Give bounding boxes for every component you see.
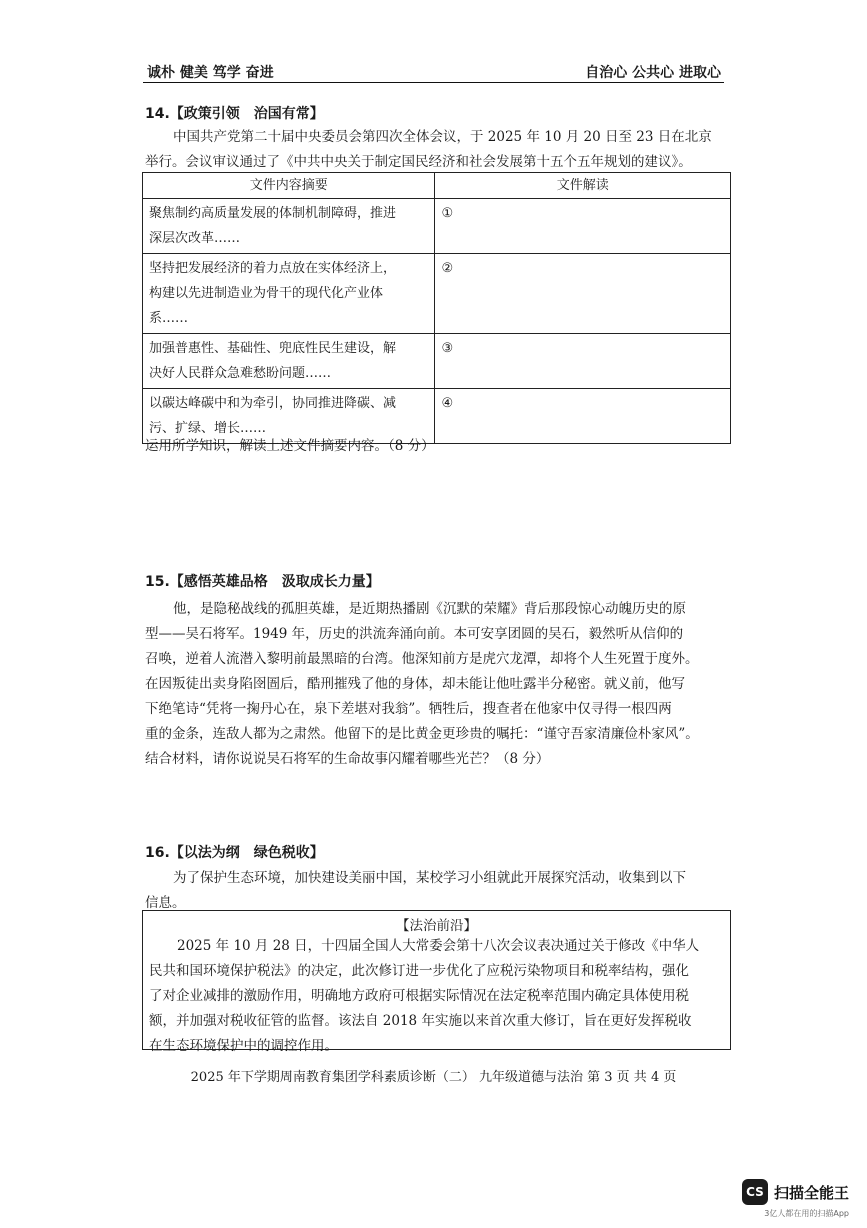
summary-line: 深层次改革…… [149, 231, 241, 246]
table-cell-summary [143, 199, 435, 254]
summary-line: 加强普惠性、基础性、兜底性民生建设，解 [149, 341, 397, 356]
law-frontier-box [142, 910, 731, 1054]
header-right: 自治心 公共心 进取心 [585, 65, 721, 81]
q14-table [142, 172, 731, 444]
q15-title: 15.【感悟英雄品格 汲取成长力量】 [145, 574, 380, 590]
q14-intro-line: 中国共产党第二十届中央委员会第四次全体会议，于 2025 年 10 月 20 日至 23 日在北京 [173, 129, 712, 145]
q14-intro [145, 125, 727, 175]
table-cell-answer: ④ [435, 389, 731, 444]
summary-line: 坚持把发展经济的着力点放在实体经济上， [149, 261, 397, 276]
q15-body [145, 597, 727, 772]
summary-line: 聚焦制约高质量发展的体制机制障碍，推进 [149, 206, 397, 221]
q15-question: 结合材料，请你说说吴石将军的生命故事闪耀着哪些光芒？（8 分） [145, 751, 550, 767]
q15-line: 型——吴石将军。1949 年，历史的洪流奔涌向前。本可安享团圆的吴石，毅然听从信仰的 [145, 626, 684, 642]
scanner-watermark [742, 1179, 849, 1205]
law-frontier-title: 【法治前沿】 [396, 918, 477, 934]
q15-line: 下绝笔诗“凭将一掬丹心在，泉下差堪对我翁”。牺牲后，搜查者在他家中仅寻得一根四两 [145, 701, 672, 717]
law-line: 额，并加强对税收征管的监督。该法自 2018 年实施以来首次重大修订，旨在更好发挥税收 [149, 1013, 692, 1029]
q16-intro [145, 866, 727, 916]
page-footer: 2025 年下学期周南教育集团学科素质诊断（二） 九年级道德与法治 第 3 页 共 4 页 [190, 1070, 677, 1085]
q16-title: 16.【以法为纲 绿色税收】 [145, 845, 324, 861]
law-frontier-body [143, 934, 730, 1059]
table-cell-summary [143, 254, 435, 334]
table-cell-answer: ① [435, 199, 731, 254]
table-cell-answer: ② [435, 254, 731, 334]
table-cell-answer: ③ [435, 334, 731, 389]
watermark-name: 扫描全能王 [773, 1183, 849, 1202]
header-left: 诚朴 健美 笃学 奋进 [147, 65, 274, 81]
q15-line: 召唤，逆着人流潜入黎明前最黑暗的台湾。他深知前方是虎穴龙潭，却将个人生死置于度外。 [145, 651, 699, 667]
summary-line: 决好人民群众急难愁盼问题…… [149, 366, 332, 381]
q15-line: 在因叛徒出卖身陷囹圄后，酷刑摧残了他的身体，却未能让他吐露半分秘密。就义前，他写 [145, 676, 685, 692]
q16-intro-line: 信息。 [145, 895, 186, 911]
law-line: 在生态环境保护中的调控作用。 [149, 1038, 338, 1054]
summary-line: 污、扩绿、增长…… [149, 421, 267, 436]
q14-question: 运用所学知识，解读上述文件摘要内容。（8 分） [145, 438, 435, 454]
q14-title: 14.【政策引领 治国有常】 [145, 106, 324, 122]
table-header-interpretation: 文件解读 [435, 173, 731, 199]
law-line: 民共和国环境保护税法》的决定，此次修订进一步优化了应税污染物项目和税率结构，强化 [149, 963, 689, 979]
q16-intro-line: 为了保护生态环境，加快建设美丽中国，某校学习小组就此开展探究活动，收集到以下 [173, 870, 686, 886]
summary-line: 以碳达峰碳中和为牵引，协同推进降碳、减 [149, 396, 397, 411]
summary-line: 构建以先进制造业为骨干的现代化产业体 [149, 286, 384, 301]
camscanner-logo-icon: CS [742, 1179, 768, 1205]
q14-intro-line: 举行。会议审议通过了《中共中央关于制定国民经济和社会发展第十五个五年规划的建议》。 [145, 154, 692, 170]
watermark-subtitle: 3亿人都在用的扫描App [764, 1209, 849, 1218]
header-rule [143, 82, 724, 83]
law-line: 2025 年 10 月 28 日，十四届全国人大常委会第十八次会议表决通过关于修改《中华人 [177, 938, 700, 954]
table-header-summary: 文件内容摘要 [143, 173, 435, 199]
law-line: 了对企业减排的激励作用，明确地方政府可根据实际情况在法定税率范围内确定具体使用税 [149, 988, 689, 1004]
summary-line: 系…… [149, 311, 189, 326]
q15-line: 他，是隐秘战线的孤胆英雄，是近期热播剧《沉默的荣耀》背后那段惊心动魄历史的原 [173, 601, 686, 617]
table-cell-summary [143, 334, 435, 389]
q15-line: 重的金条，连敌人都为之肃然。他留下的是比黄金更珍贵的嘱托：“谨守吾家清廉俭朴家风”。 [145, 726, 699, 742]
